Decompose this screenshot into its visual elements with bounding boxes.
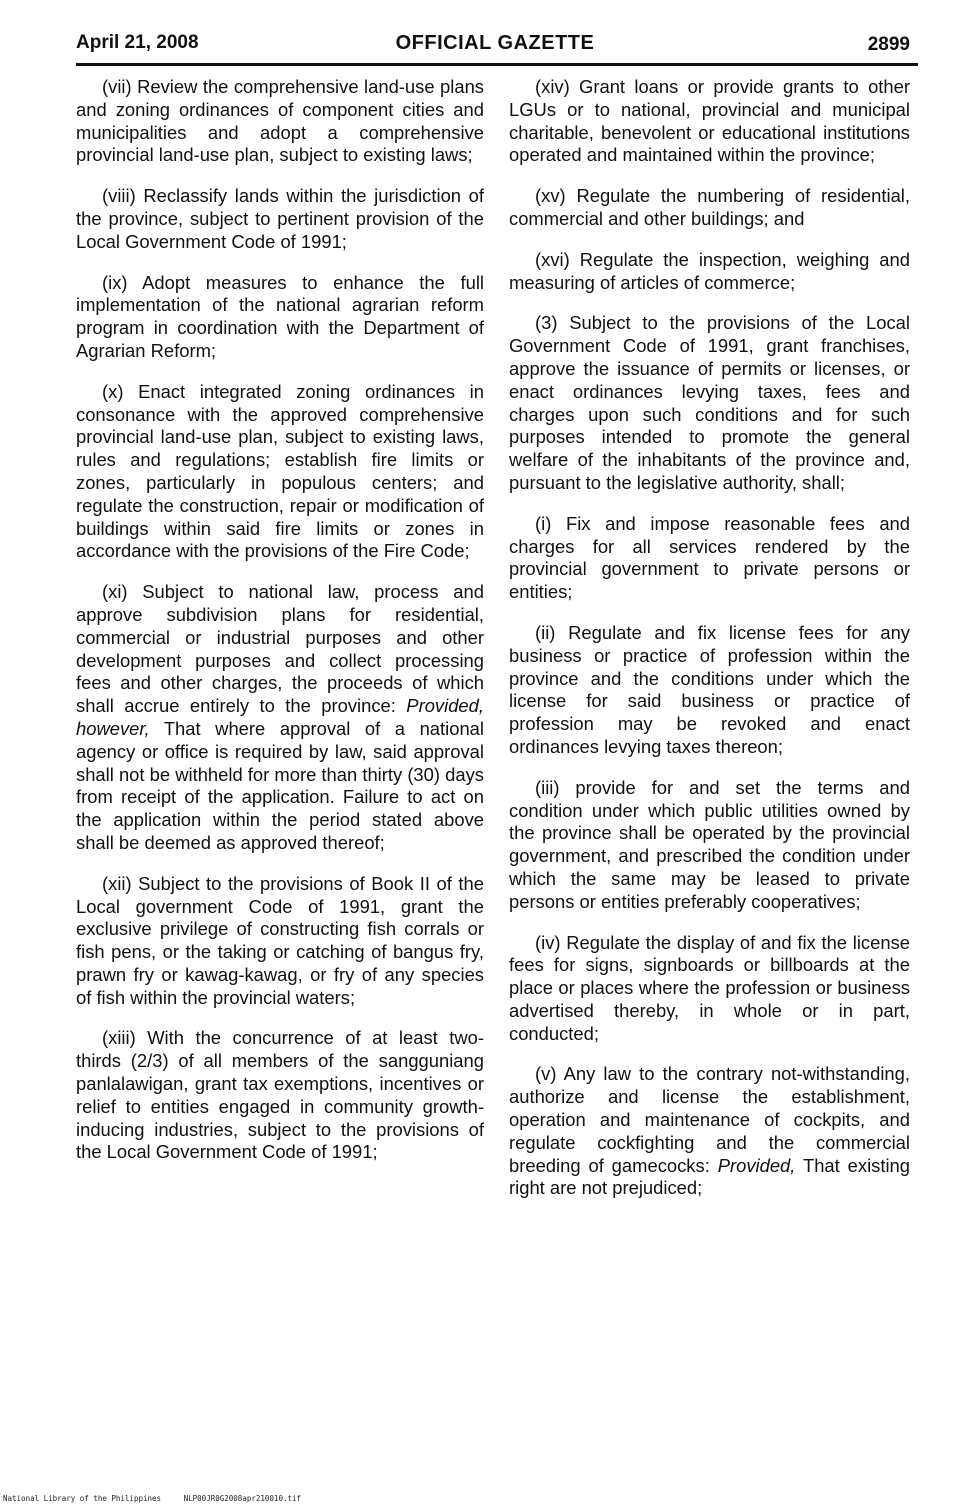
header-date: April 21, 2008: [76, 32, 199, 53]
paragraph-vii: (vii) Review the comprehensive land-use plans and zoning ordinances of component cities and municipalities and adopt a comprehensive provincial land-use plan, subject to existing laws;: [76, 76, 484, 166]
paragraph-x: (x) Enact integrated zoning ordinances in consonance with the approved comprehensive provincial land-use plan, subject to existing laws, rules and regulations; establish fire limits or zones, particularly in populous centers; and regulate the construction, repair or modification of buildings within said fire limits or zones in accordance with the provisions of the Fire Code;: [76, 380, 484, 562]
right-column: [509, 76, 910, 1218]
page-header: [76, 32, 914, 62]
paragraph-xvi: (xvi) Regulate the inspection, weighing and measuring of articles of commerce;: [509, 248, 910, 293]
paragraph-viii: (viii) Reclassify lands within the jurisdiction of the province, subject to pertinent provision of the Local Government Code of 1991;: [76, 185, 484, 252]
paragraph-xiii: (xiii) With the concurrence of at least two-thirds (2/3) of all members of the sangguniang panlalawigan, grant tax exemptions, incentives or relief to entities engaged in community growth-inducing industries, subject to the provisions of the Local Government Code of 1991;: [76, 1027, 484, 1163]
paragraph-i: (i) Fix and impose reasonable fees and charges for all services rendered by the provincial government to private persons or entities;: [509, 512, 910, 603]
footer-library: National Library of the Philippines: [3, 1494, 162, 1503]
paragraph-xiv: (xiv) Grant loans or provide grants to other LGUs or to national, provincial and municipal charitable, benevolent or educational institutions operated and maintained within the province;: [509, 76, 910, 166]
scan-footer: [3, 1494, 301, 1503]
header-rule: [76, 63, 918, 66]
paragraph-ii: (ii) Regulate and fix license fees for any business or practice of profession within the province and the conditions under which the license for said business or practice of profession may be revoked and enact ordinances levying taxes thereon;: [509, 621, 910, 757]
paragraph-3: (3) Subject to the provisions of the Local Government Code of 1991, grant franchises, approve the issuance of permits or licenses, or enact ordinances levying taxes, fees and charges upon such conditions and for such purposes intended to promote the general welfare of the inhabitants of the province and, pursuant to the legislative authority, shall;: [509, 312, 910, 493]
paragraph-xi-part2: That where approval of a national agency or office is required by law, said approval shall not be withheld for more than thirty (30) days from receipt of the application. Failure to act on the application within the period stated above shall be deemed as approved thereof;: [76, 717, 484, 853]
gazette-title: OFFICIAL GAZETTE: [395, 32, 595, 54]
paragraph-xv: (xv) Regulate the numbering of residential, commercial and other buildings; and: [509, 185, 910, 229]
left-column: [76, 76, 484, 1182]
paragraph-v-part1: (v) Any law to the contrary not-withstanding, authorize and license the establishment, operation and maintenance of cockpits, and regulate cockfighting and the commercial breeding of gamecocks:: [509, 1063, 910, 1176]
paragraph-xi-proviso: Provided, however,: [76, 695, 484, 739]
paragraph-v-proviso: Provided,: [717, 1154, 796, 1176]
paragraph-iv: (iv) Regulate the display of and fix the license fees for signs, signboards or billboards at the place or places where the profession or business advertised thereby, in whole or in part, conducted;: [509, 931, 910, 1044]
paragraph-ix: (ix) Adopt measures to enhance the full implementation of the national agrarian reform program in coordination with the Department of Agrarian Reform;: [76, 271, 484, 361]
paragraph-xi-part1: (xi) Subject to national law, process and approve subdivision plans for residential, commercial or industrial purposes and other development purposes and collect processing fees and other charges, the proceeds of which shall accrue entirely to the province:: [76, 581, 484, 717]
footer-file: NLP00JR0G2008apr210010.tif: [183, 1494, 302, 1503]
page-number: 2899: [867, 34, 910, 55]
paragraph-xi: [76, 581, 484, 855]
paragraph-v-part2: That existing right are not prejudiced;: [509, 1154, 910, 1199]
paragraph-xii: (xii) Subject to the provisions of Book II of the Local government Code of 1991, grant the exclusive privilege of constructing fish corrals or fish pens, or the taking or catching of bangus fry, prawn fry or kawag-kawag, or fry of any species of fish within the provincial waters;: [76, 872, 484, 1008]
paragraph-v: [509, 1063, 910, 1200]
paragraph-iii: (iii) provide for and set the terms and condition under which public utilities owned by the province shall be operated by the provincial government, and prescribed the condition under which the same may be leased to private persons or entities preferably cooperatives;: [509, 776, 910, 912]
